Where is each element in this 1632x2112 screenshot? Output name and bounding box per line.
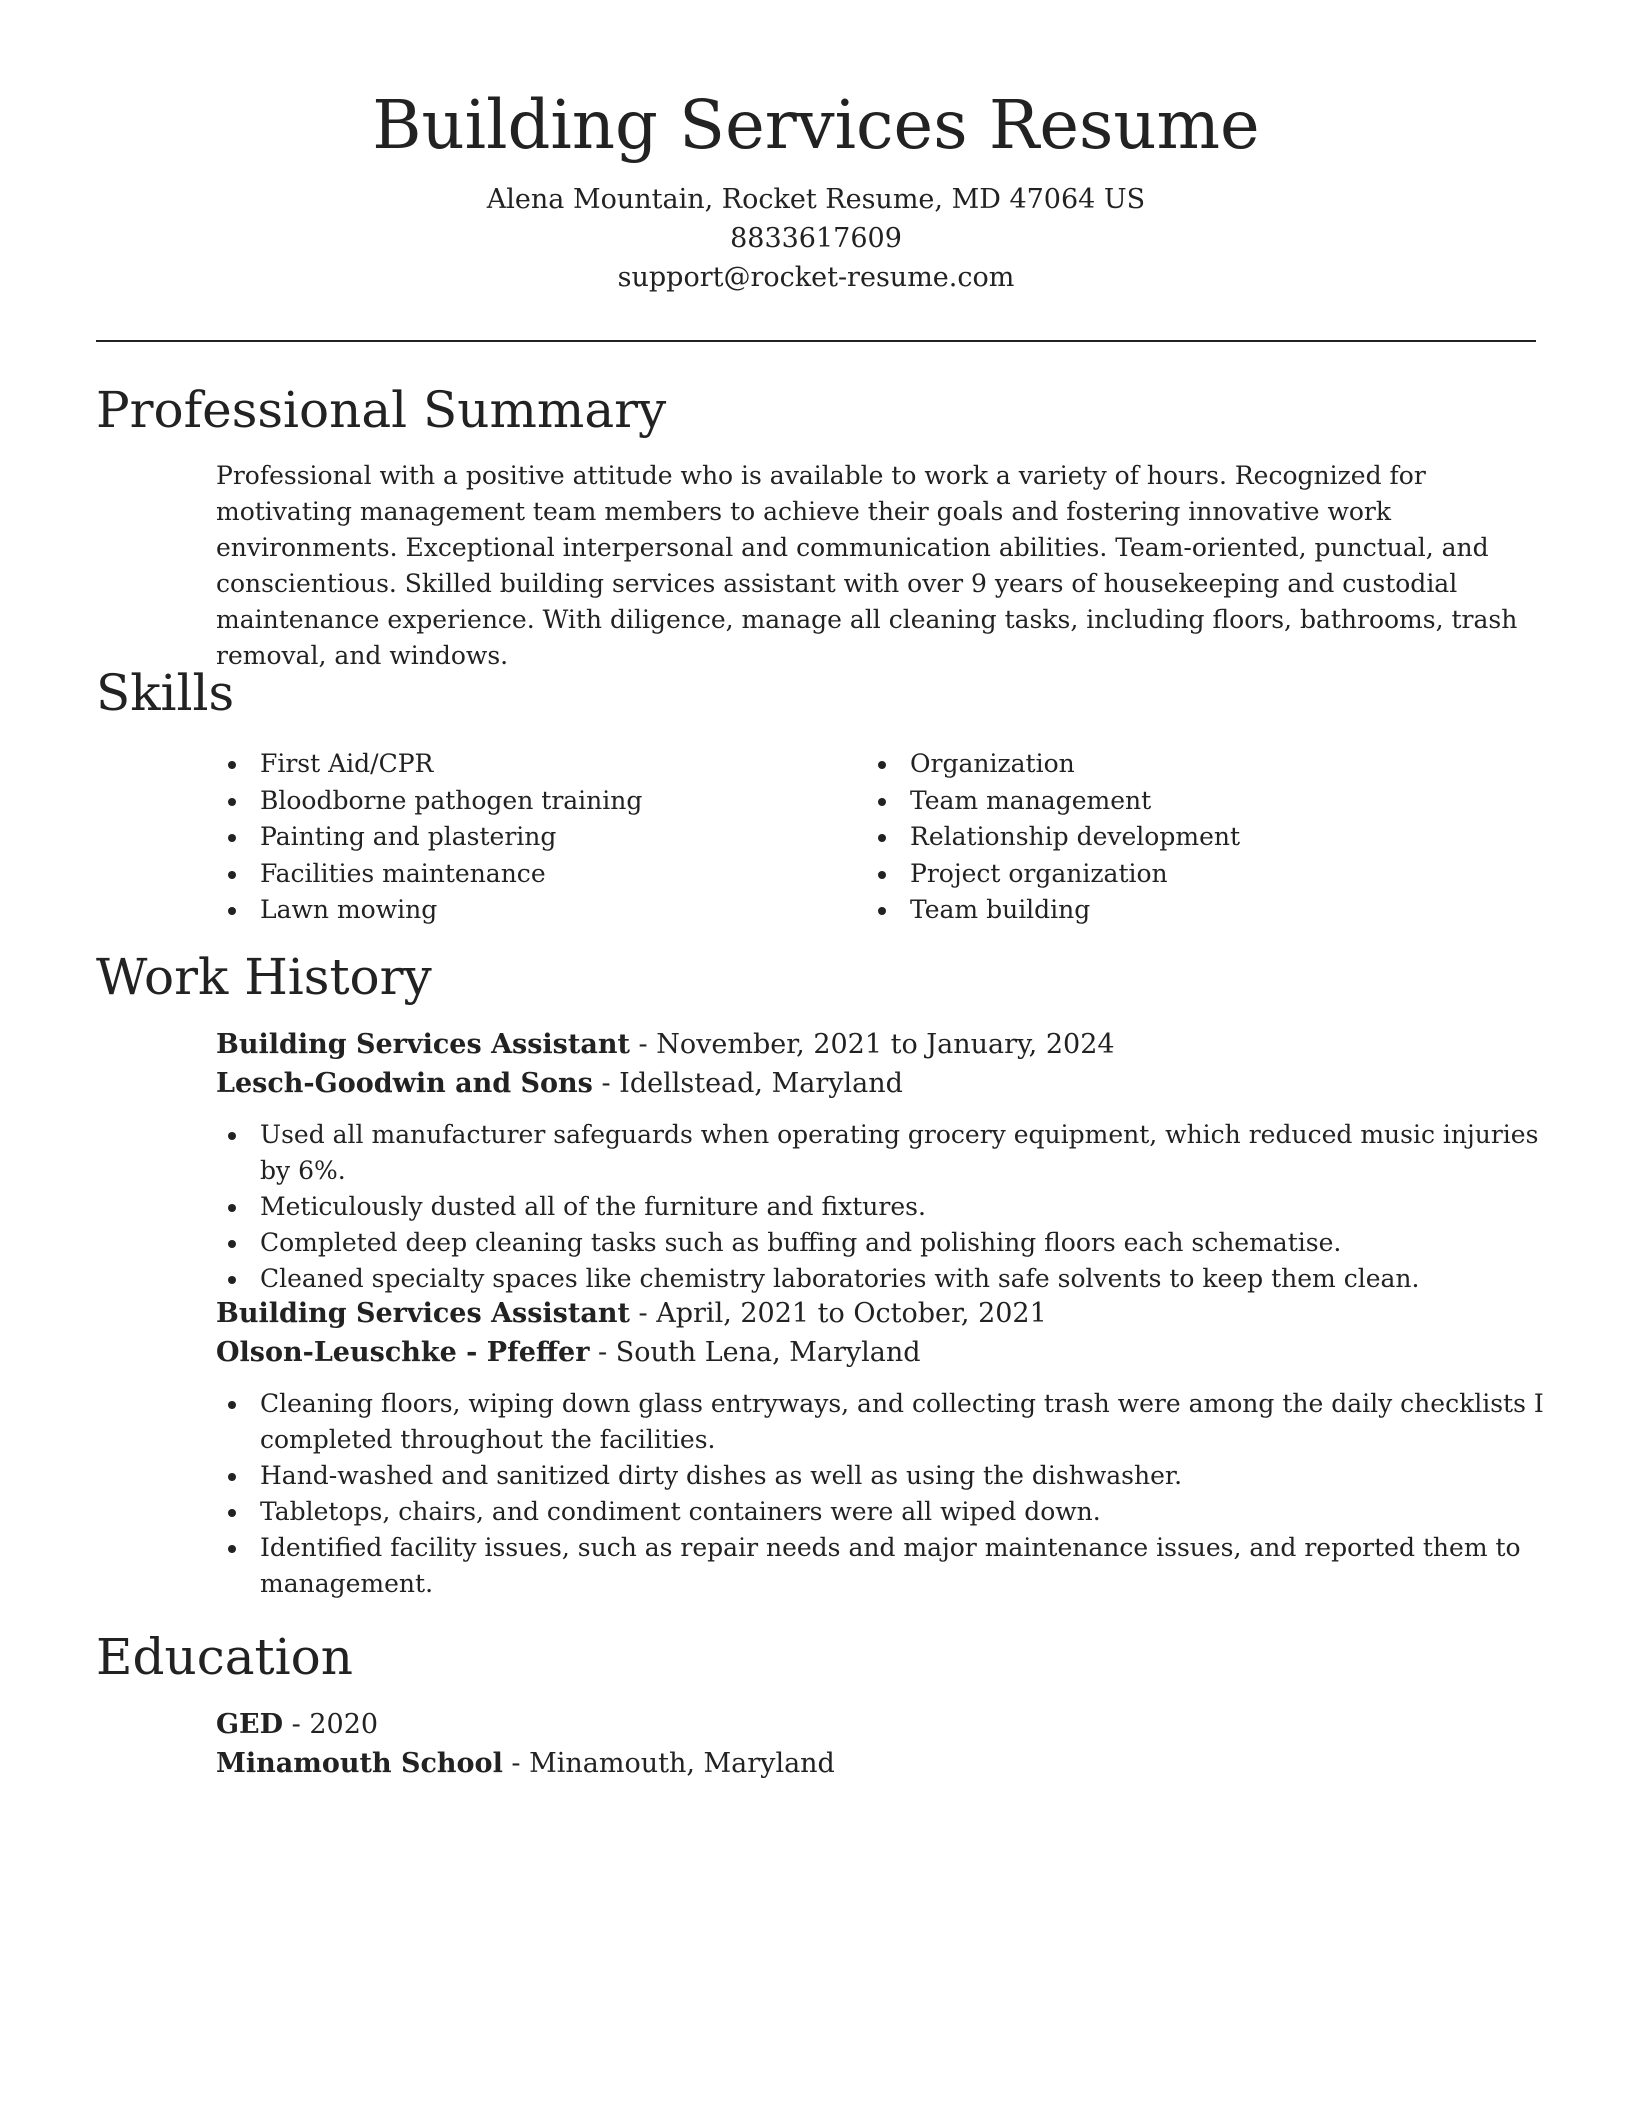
job-title: Building Services Assistant	[216, 1029, 630, 1060]
resume-title: Building Services Resume	[372, 86, 1260, 164]
skills-column-right	[866, 746, 1516, 929]
skills-list	[216, 746, 1536, 929]
job-bullet: Hand-washed and sanitized dirty dishes as well as using the dishwasher.	[216, 1458, 1556, 1494]
skill-item: First Aid/CPR	[216, 746, 866, 783]
job-bullet: Meticulously dusted all of the furniture and fixtures.	[216, 1189, 1556, 1225]
contact-info	[0, 180, 1632, 297]
job-entry	[216, 1294, 1546, 1602]
skill-item: Facilities maintenance	[216, 856, 866, 893]
job-bullet: Tabletops, chairs, and condiment containers were all wiped down.	[216, 1494, 1556, 1530]
skills-column-left	[216, 746, 866, 929]
job-dates: - November, 2021 to January, 2024	[629, 1029, 1115, 1060]
summary-text: Professional with a positive attitude who is available to work a variety of hours. Recognized for motivating management team members to achieve their goals and fostering innovative work environments. Exceptional interpersonal and communication abilities. Team-oriented, punctual, and conscientious. Skilled building services assistant with over 9 years of housekeeping and custodial maintenance experience. With diligence, manage all cleaning tasks, including floors, bathrooms, trash removal, and windows.	[216, 461, 1518, 670]
skill-item: Team management	[866, 783, 1516, 820]
job-bullets	[216, 1386, 1556, 1602]
education-location: - Minamouth, Maryland	[502, 1748, 835, 1779]
skill-item: Lawn mowing	[216, 892, 866, 929]
education-school: Minamouth School	[216, 1748, 503, 1779]
job-bullet: Identified facility issues, such as repair needs and major maintenance issues, and reported them to management.	[216, 1530, 1556, 1602]
summary-section	[216, 458, 1546, 674]
contact-email: support@rocket-resume.com	[617, 262, 1015, 293]
job-bullet: Used all manufacturer safeguards when operating grocery equipment, which reduced music injuries by 6%.	[216, 1117, 1556, 1189]
job-bullet: Cleaning floors, wiping down glass entryways, and collecting trash were among the daily checklists I completed throughout the facilities.	[216, 1386, 1556, 1458]
skill-item: Painting and plastering	[216, 819, 866, 856]
job-bullets	[216, 1117, 1556, 1297]
job-location: - South Lena, Maryland	[589, 1337, 921, 1368]
skills-heading: Skills	[96, 664, 235, 722]
skill-item: Project organization	[866, 856, 1516, 893]
job-dates: - April, 2021 to October, 2021	[629, 1298, 1047, 1329]
job-company-line	[216, 1064, 1546, 1103]
contact-phone: 8833617609	[730, 223, 902, 254]
education-school-line	[216, 1744, 1546, 1783]
summary-heading: Professional Summary	[96, 381, 667, 439]
education-heading: Education	[96, 1628, 353, 1686]
job-bullet: Cleaned specialty spaces like chemistry laboratories with safe solvents to keep them clean.	[216, 1261, 1556, 1297]
job-entry	[216, 1025, 1546, 1297]
job-company-line	[216, 1333, 1546, 1372]
header-divider	[96, 340, 1536, 342]
work-history-heading: Work History	[96, 948, 432, 1006]
job-bullet: Completed deep cleaning tasks such as buffing and polishing floors each schematise.	[216, 1225, 1556, 1261]
skill-item: Team building	[866, 892, 1516, 929]
job-title-line	[216, 1025, 1546, 1064]
education-degree-line	[216, 1705, 1546, 1744]
job-title: Building Services Assistant	[216, 1298, 630, 1329]
education-entry	[216, 1705, 1546, 1783]
education-year: - 2020	[283, 1709, 379, 1740]
contact-address: Alena Mountain, Rocket Resume, MD 47064 US	[486, 184, 1146, 215]
resume-header	[0, 80, 1632, 297]
education-degree: GED	[216, 1709, 284, 1740]
job-title-line	[216, 1294, 1546, 1333]
skill-item: Bloodborne pathogen training	[216, 783, 866, 820]
job-company: Olson-Leuschke - Pfeffer	[216, 1337, 590, 1368]
job-location: - Idellstead, Maryland	[592, 1068, 903, 1099]
job-company: Lesch-Goodwin and Sons	[216, 1068, 593, 1099]
skill-item: Organization	[866, 746, 1516, 783]
skill-item: Relationship development	[866, 819, 1516, 856]
